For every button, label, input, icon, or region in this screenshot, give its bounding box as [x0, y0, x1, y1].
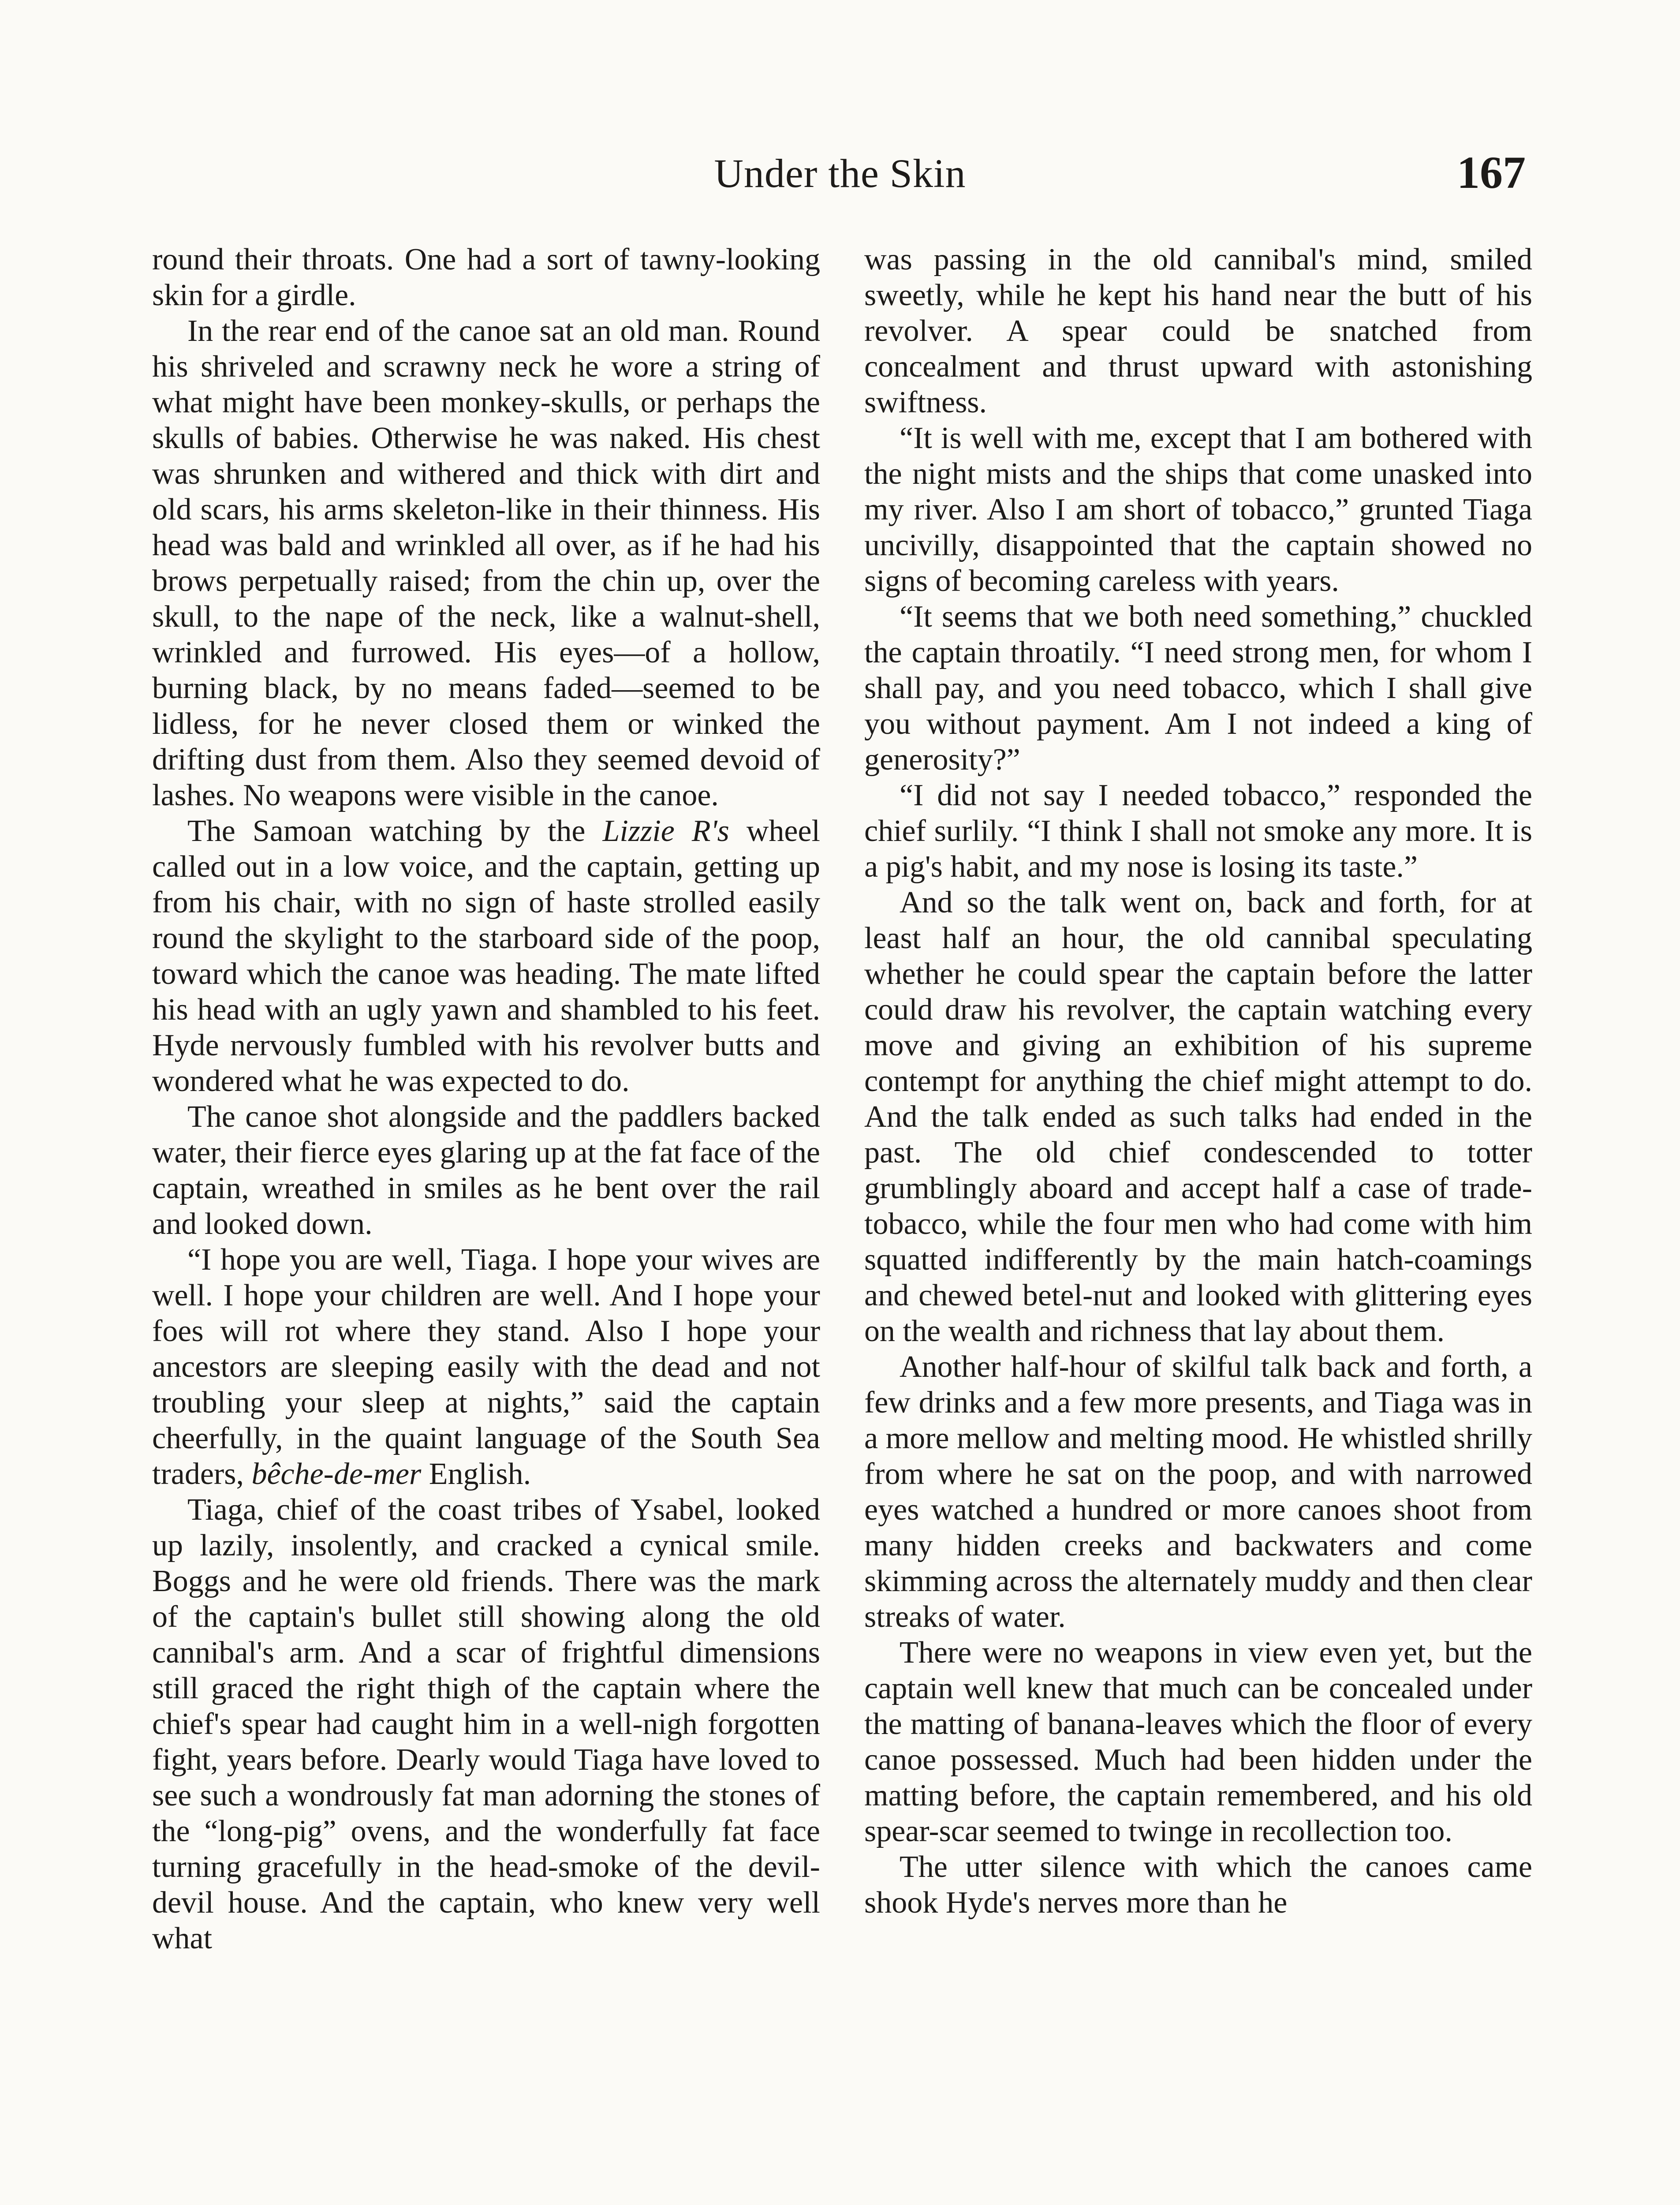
paragraph [152, 1242, 820, 1492]
left-column [152, 242, 820, 2205]
paragraph: In the rear end of the canoe sat an old man. Round his shriveled and scrawny neck he wore a string of what might have been monkey-skulls, or perhaps the skulls of babies. Otherwise he was naked. His chest was shrunken and withered and thick with dirt and old scars, his arms skeleton-like in their thinness. His head was bald and wrinkled all over, as if he had his brows perpetually raised; from the chin up, over the skull, to the nape of the neck, like a walnut-shell, wrinkled and furrowed. His eyes—of a hollow, burning black, by no means faded—seemed to be lidless, for he never closed them or winked the drifting dust from them. Also they seemed devoid of lashes. No weapons were visible in the canoe. [152, 314, 820, 812]
paragraph: And so the talk went on, back and forth, for at least half an hour, the old cannibal speculating whether he could spear the captain before the latter could draw his revolver, the captain watching every move and giving an exhibition of his supreme contempt for anything the chief might attempt to do. And the talk ended as such talks had ended in the past. The old chief condescended to totter grumblingly aboard and accept half a case of trade-tobacco, while the four men who had come with him squatted indifferently by the main hatch-coamings and chewed betel-nut and looked with glittering eyes on the wealth and richness that lay about them. [864, 886, 1532, 1348]
paragraph: “I did not say I needed tobacco,” responded the chief surlily. “I think I shall not smoke any more. It is a pig's habit, and my nose is losing its taste.” [864, 778, 1532, 884]
italic-term: bêche-de-mer [251, 1457, 422, 1491]
paragraph-text: The Samoan watching by the [187, 814, 603, 848]
paragraph: The utter silence with which the canoes came shook Hyde's nerves more than he [864, 1850, 1532, 1920]
right-column [864, 242, 1532, 2205]
page-number: 167 [1457, 147, 1526, 198]
ship-name: Lizzie R's [602, 814, 729, 848]
paragraph-text: wheel called out in a low voice, and the captain, getting up from his chair, with no sign of haste strolled easily round the skylight to the starboard side of the poop, toward which the canoe was heading. The mate lifted his head with an ugly yawn and shambled to his feet. Hyde nervously fumbled with his revolver butts and wondered what he was expected to do. [152, 814, 820, 1098]
paragraph: “It is well with me, except that I am bothered with the night mists and the ships that come unasked into my river. Also I am short of tobacco,” grunted Tiaga uncivilly, disappointed that the captain showed no signs of becoming careless with years. [864, 421, 1532, 598]
paragraph [152, 813, 820, 1099]
paragraph: was passing in the old cannibal's mind, smiled sweetly, while he kept his hand near the butt of his revolver. A spear could be snatched from concealment and thrust upward with astonishing swiftness. [864, 243, 1532, 419]
paragraph: Tiaga, chief of the coast tribes of Ysabel, looked up lazily, insolently, and cracked a cynical smile. Boggs and he were old friends. There was the mark of the captain's bullet still showing along the old cannibal's arm. And a scar of frightful dimensions still graced the right thigh of the captain where the chief's spear had caught him in a well-nigh forgotten fight, years before. Dearly would Tiaga have loved to see such a wondrously fat man adorning the stones of the “long-pig” ovens, and the wonderfully fat face turning gracefully in the head-smoke of the devil-devil house. And the captain, who knew very well what [152, 1493, 820, 1955]
paragraph: “It seems that we both need something,” chuckled the captain throatily. “I need strong men, for whom I shall pay, and you need tobacco, which I shall give you without payment. Am I not indeed a king of generosity?” [864, 600, 1532, 777]
paragraph-text: “I hope you are well, Tiaga. I hope your wives are well. I hope your children are well. And I hope your foes will rot where they stand. Also I hope your ancestors are sleeping easily with the dead and not troubling your sleep at nights,” said the captain cheerfully, in the quaint language of the South Sea traders, [152, 1243, 820, 1491]
paragraph-text: English. [421, 1457, 531, 1491]
paragraph: round their throats. One had a sort of tawny-looking skin for a girdle. [152, 243, 820, 312]
paragraph: There were no weapons in view even yet, but the captain well knew that much can be concealed under the matting of banana-leaves which the floor of every canoe possessed. Much had been hidden under the matting before, the captain remembered, and his old spear-scar seemed to twinge in recollection too. [864, 1636, 1532, 1848]
running-title: Under the Skin [714, 151, 966, 196]
running-head [154, 147, 1526, 203]
paragraph: Another half-hour of skilful talk back and forth, a few drinks and a few more presents, and Tiaga was in a more mellow and melting mood. He whistled shrilly from where he sat on the poop, and with narrowed eyes watched a hundred or more canoes shoot from many hidden creeks and backwaters and come skimming across the alternately muddy and then clear streaks of water. [864, 1350, 1532, 1634]
paragraph: The canoe shot alongside and the paddlers backed water, their fierce eyes glaring up at the fat face of the captain, wreathed in smiles as he bent over the rail and looked down. [152, 1100, 820, 1241]
